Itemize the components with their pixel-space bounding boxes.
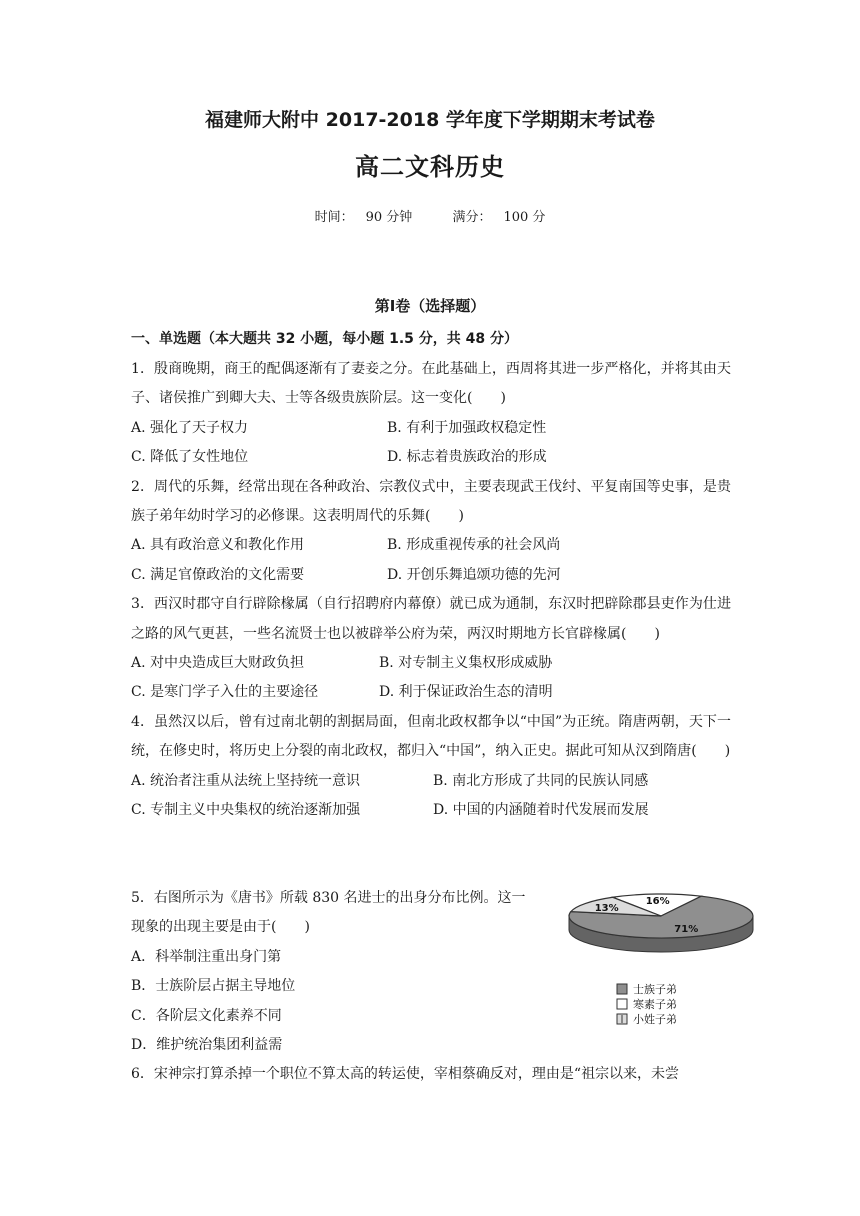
option-d: D. 开创乐舞追颂功德的先河	[387, 566, 561, 583]
option-b: B. 形成重视传承的社会风尚	[387, 537, 561, 554]
legend-swatch	[617, 999, 627, 1009]
time-value: 90 分钟	[365, 210, 413, 225]
question-5	[131, 884, 561, 1060]
option-a: A. 强化了天子权力	[131, 419, 249, 436]
legend-label: 寒素子弟	[633, 998, 677, 1011]
options-row	[131, 443, 731, 472]
subject-title: 高二文科历史	[355, 153, 505, 181]
question-2	[131, 473, 731, 591]
option-a: A．科举制注重出身门第	[131, 948, 282, 965]
question-4	[131, 708, 731, 826]
option-a: A. 具有政治意义和教化作用	[131, 537, 305, 554]
question-stem: 1．殷商晚期，商王的配偶逐渐有了妻妾之分。在此基础上，西周将其进一步严格化，并将其由天子、诸侯推广到卿大夫、士等各级贵族阶层。这一变化( )	[131, 361, 731, 407]
option-b: B. 南北方形成了共同的民族认同感	[433, 772, 649, 789]
option-c: C. 专制主义中央集权的统治逐渐加强	[131, 802, 361, 819]
option-d: D．维护统治集团利益需	[131, 1037, 283, 1054]
pie-data-label: 71%	[674, 924, 699, 936]
pie-data-label: 13%	[594, 902, 619, 914]
legend-swatch	[617, 984, 627, 994]
options-row	[131, 531, 731, 560]
option-b: B. 有利于加强政权稳定性	[387, 419, 547, 436]
options-row	[131, 649, 731, 678]
questions-list	[131, 355, 731, 826]
question-stem-line1: 5．右图所示为《唐书》所载 830 名进士的出身分布比例。这一	[131, 890, 526, 906]
question-6	[131, 1060, 731, 1089]
option-c: C. 满足官僚政治的文化需要	[131, 566, 305, 583]
option-d: D. 中国的内涵随着时代发展而发展	[433, 802, 649, 819]
options-row	[131, 678, 731, 707]
school-title: 福建师大附中 2017-2018 学年度下学期期末考试卷	[205, 109, 655, 131]
pie-data-label: 16%	[645, 896, 670, 908]
score-label: 满分：	[452, 210, 492, 225]
options-row	[131, 561, 731, 590]
option-c: C. 是寒门学子入仕的主要途径	[131, 684, 319, 701]
time-label: 时间：	[314, 210, 354, 225]
option-b: B. 对专制主义集权形成威胁	[379, 655, 553, 672]
pie-chart	[553, 888, 761, 1038]
question-stem: 4．虽然汉以后，曾有过南北朝的割据局面，但南北政权都争以“中国”为正统。隋唐两朝，天下一统，在修史时，将历史上分裂的南北政权，都归入“中国”，纳入正史。据此可知从汉到隋唐( )	[131, 713, 731, 760]
option-d: D. 利于保证政治生态的清明	[379, 684, 553, 701]
options-row	[131, 767, 731, 796]
option-a: A. 统治者注重从法统上坚持统一意识	[131, 772, 361, 789]
option-c: C. 降低了女性地位	[131, 449, 249, 466]
question-3	[131, 590, 731, 708]
options-row	[131, 414, 731, 443]
question-stem: 6．宋神宗打算杀掉一个职位不算太高的转运使，宰相蔡确反对，理由是“祖宗以来，未尝	[131, 1066, 680, 1082]
section-title: 第Ⅰ卷（选择题）	[374, 297, 486, 315]
question-stem: 3．西汉时郡守自行辟除椽属（自行招聘府内幕僚）就已成为通制，东汉时把辟除郡县吏作为仕进之路的风气更甚，一些名流贤士也以被辟举公府为荣，两汉时期地方长官辟椽属( )	[131, 596, 731, 642]
score-value: 100 分	[503, 210, 546, 225]
option-b: B．士族阶层占据主导地位	[131, 978, 296, 995]
section-heading: 一、单选题（本大题共 32 小题，每小题 1.5 分，共 48 分）	[131, 331, 519, 347]
option-d: D. 标志着贵族政治的形成	[387, 449, 547, 466]
options-row	[131, 796, 731, 825]
question-1	[131, 355, 731, 473]
exam-meta	[0, 206, 860, 225]
option-c: C．各阶层文化素养不同	[131, 1007, 282, 1024]
question-stem-line2: 现象的出现主要是由于( )	[131, 919, 310, 936]
option-a: A. 对中央造成巨大财政负担	[131, 655, 305, 672]
legend-label: 小姓子弟	[633, 1013, 677, 1026]
question-stem: 2．周代的乐舞，经常出现在各种政治、宗教仪式中，主要表现武王伐纣、平复南国等史事，是贵族子弟年幼时学习的必修课。这表明周代的乐舞( )	[131, 478, 731, 525]
legend-label: 士族子弟	[633, 983, 677, 996]
